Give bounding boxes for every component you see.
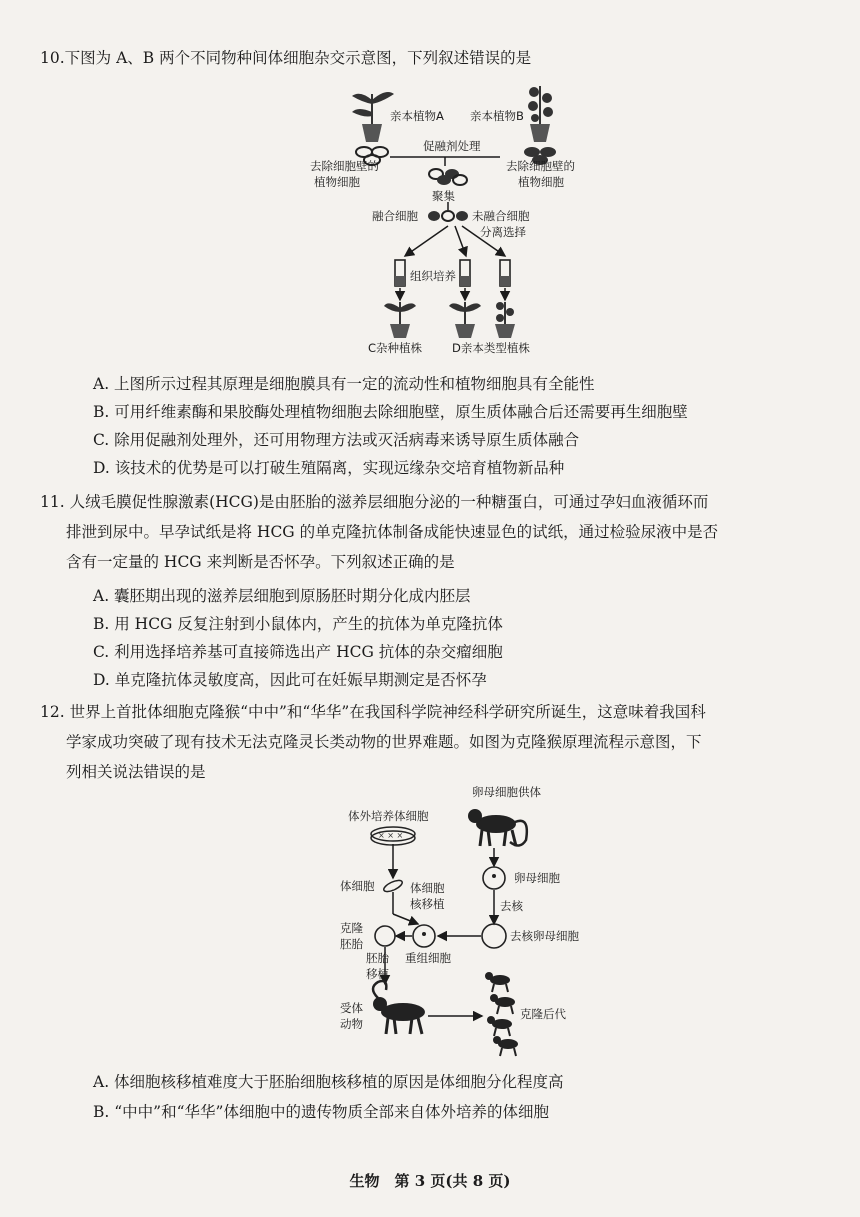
recipient-monkey-icon: [373, 981, 425, 1034]
cloned-embryo-icon: [375, 926, 395, 946]
q11-stem-line-2: 排泄到尿中。早孕试纸是将 HCG 的单克隆抗体制备成能快速显色的试纸，通过检验尿液中是否: [66, 523, 719, 541]
protoplast-a-label-2: 植物细胞: [314, 175, 360, 189]
svg-text:× × ×: × × ×: [378, 831, 404, 840]
reconstructed-cell-label: 重组细胞: [405, 951, 451, 965]
donor-monkey-icon: [468, 809, 527, 846]
separate-label: 分离选择: [480, 225, 526, 239]
q12-stem-line-2: 学家成功突破了现有技术无法克隆灵长类动物的世界难题。如图为克隆猴原理流程示意图，下: [66, 733, 702, 751]
parent-plant-a-icon: [352, 92, 394, 142]
parent-a-label: 亲本植物A: [390, 109, 444, 123]
q11-stem-line-1: 11. 人绒毛膜促性腺激素(HCG)是由胚胎的滋养层细胞分泌的一种糖蛋白，可通过孕妇血液循环而: [40, 493, 709, 511]
oocyte-donor-label: 卵母细胞供体: [472, 785, 541, 799]
petri-dish-icon: [371, 827, 415, 845]
protoplast-b-label-1: 去除细胞壁的: [506, 159, 575, 173]
somatic-cell-icon: [382, 878, 404, 894]
monkey-cloning-diagram: [0, 780, 860, 1060]
parent-plant-b-icon: [528, 86, 553, 142]
unfused-cell-label: 未融合细胞: [472, 209, 530, 223]
fusion-agent-label: 促融剂处理: [423, 139, 481, 153]
fused-cells-icon: [428, 211, 468, 221]
q10-option-d: D. 该技术的优势是可以打破生殖隔离，实现远缘杂交培育植物新品种: [93, 459, 565, 477]
transfer-label-1: 胚胎: [366, 951, 389, 965]
q11-option-c: C. 利用选择培养基可直接筛选出产 HCG 抗体的杂交瘤细胞: [93, 643, 503, 661]
somatic-cell-label: 体细胞: [340, 879, 375, 893]
q11-stem-line-3: 含有一定量的 HCG 来判断是否怀孕。下列叙述正确的是: [66, 553, 455, 571]
aggregate-icon: [429, 169, 467, 185]
parental-plant-label: D亲本类型植株: [452, 341, 530, 355]
q10-stem: 10.下图为 A、B 两个不同物种间体细胞杂交示意图，下列叙述错误的是: [40, 49, 532, 67]
nt-label-1: 体细胞: [410, 881, 445, 895]
offspring-label: 克隆后代: [520, 1007, 566, 1021]
parental-plant-icons: [449, 302, 515, 338]
parent-b-label: 亲本植物B: [470, 109, 524, 123]
cloned-offspring-icon: [485, 972, 518, 1056]
hybrid-plant-icon: [384, 302, 416, 338]
hybrid-plant-label: C杂种植株: [368, 341, 423, 355]
enucleated-oocyte-label: 去核卵母细胞: [510, 929, 579, 943]
protoplast-a-label-1: 去除细胞壁的: [310, 159, 379, 173]
q12-stem-line-1: 12. 世界上首批体细胞克隆猴“中中”和“华华”在我国科学院神经科学研究所诞生，这意味着我国科: [40, 703, 706, 721]
enucleated-oocyte-icon: [482, 924, 506, 948]
oocyte-label: 卵母细胞: [514, 871, 560, 885]
recipient-label-2: 动物: [340, 1017, 363, 1031]
embryo-label-1: 克隆: [340, 921, 363, 935]
plant-hybridization-diagram: [0, 80, 860, 410]
tissue-culture-label: 组织培养: [410, 269, 456, 283]
q10-option-a: A. 上图所示过程其原理是细胞膜具有一定的流动性和植物细胞具有全能性: [93, 375, 595, 393]
transfer-label-2: 移植: [366, 967, 389, 981]
protoplast-b-label-2: 植物细胞: [518, 175, 564, 189]
q12-stem-line-3: 列相关说法错误的是: [66, 763, 206, 781]
q12-option-b: B. “中中”和“华华”体细胞中的遗传物质全部来自体外培养的体细胞: [93, 1103, 549, 1121]
embryo-label-2: 胚胎: [340, 937, 363, 951]
recipient-label-1: 受体: [340, 1001, 363, 1015]
culture-somatic-label: 体外培养体细胞: [348, 809, 429, 823]
q11-option-a: A. 囊胚期出现的滋养层细胞到原肠胚时期分化成内胚层: [93, 587, 471, 605]
page-footer: 生物 第 3 页(共 8 页): [349, 1172, 511, 1190]
q10-option-c: C. 除用促融剂处理外，还可用物理方法或灭活病毒来诱导原生质体融合: [93, 431, 580, 449]
q10-option-b: B. 可用纤维素酶和果胶酶处理植物细胞去除细胞壁，原生质体融合后还需要再生细胞壁: [93, 403, 688, 421]
nt-label-2: 核移植: [410, 897, 445, 911]
q11-option-d: D. 单克隆抗体灵敏度高，因此可在妊娠早期测定是否怀孕: [93, 671, 487, 689]
q12-option-a: A. 体细胞核移植难度大于胚胎细胞核移植的原因是体细胞分化程度高: [93, 1073, 564, 1091]
enucleate-label: 去核: [500, 899, 523, 913]
fused-cell-label: 融合细胞: [372, 209, 418, 223]
q11-option-b: B. 用 HCG 反复注射到小鼠体内，产生的抗体为单克隆抗体: [93, 615, 503, 633]
aggregate-label: 聚集: [432, 189, 455, 203]
